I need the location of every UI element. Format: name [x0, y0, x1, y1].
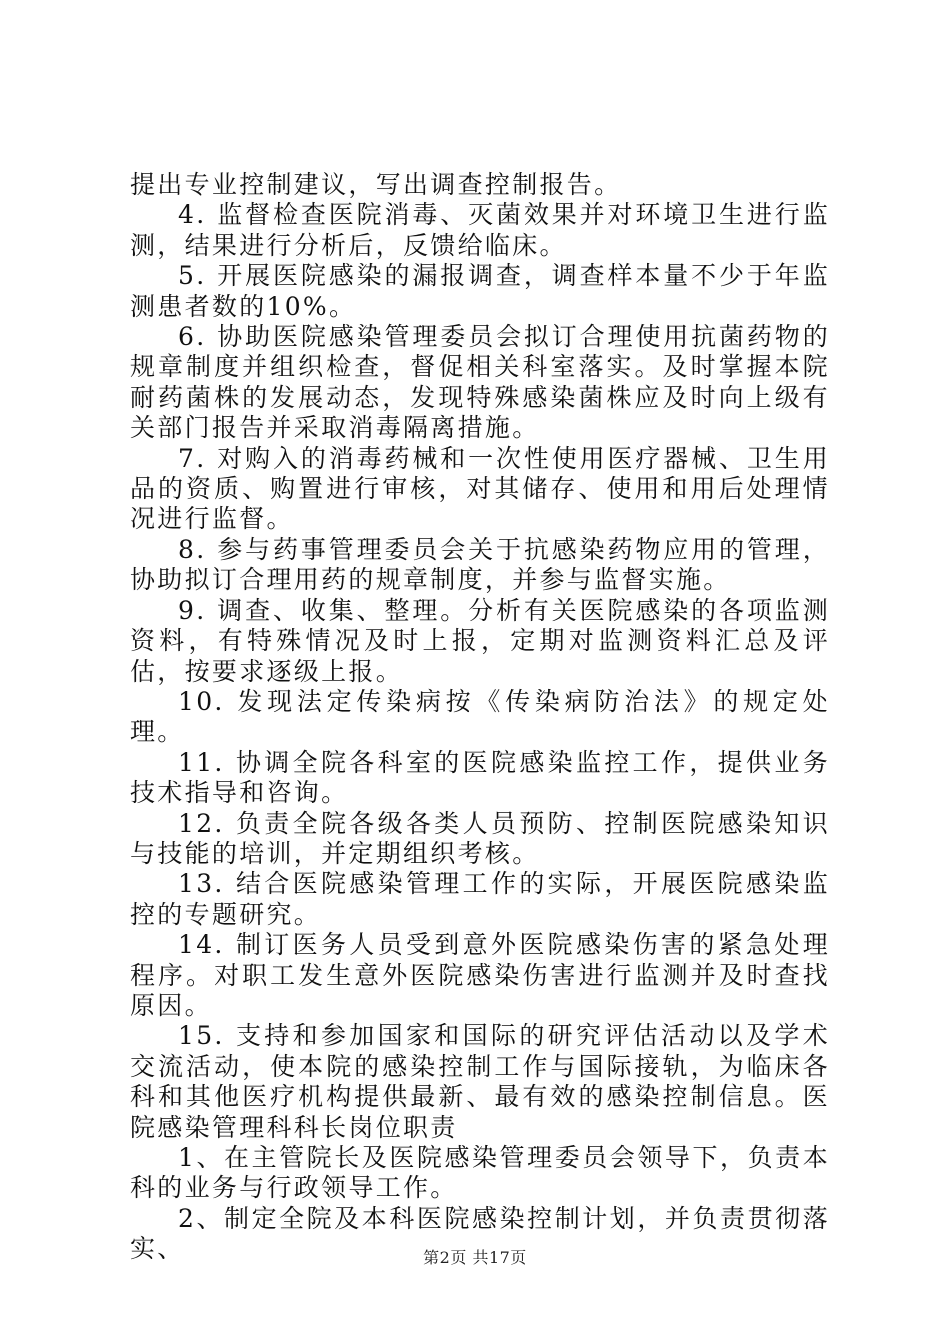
- page-footer: 第2页 共17页: [423, 1248, 527, 1267]
- paragraph: 14. 制订医务人员受到意外医院感染伤害的紧急处理程序。对职工发生意外医院感染伤害进行监测并及时查找原因。: [130, 930, 830, 1020]
- paragraph: 9. 调查、收集、整理。分析有关医院感染的各项监测资料，有特殊情况及时上报，定期对监测资料汇总及评估，按要求逐级上报。: [130, 595, 830, 686]
- paragraph: 11. 协调全院各科室的医院感染监控工作，提供业务技术指导和咨询。: [130, 747, 830, 808]
- paragraph: 7. 对购入的消毒药械和一次性使用医疗器械、卫生用品的资质、购置进行审核，对其储存、使用和用后处理情况进行监督。: [130, 443, 830, 534]
- paragraph: 5. 开展医院感染的漏报调查，调查样本量不少于年监测患者数的10%。: [130, 261, 830, 321]
- paragraph: 6. 协助医院感染管理委员会拟订合理使用抗菌药物的规章制度并组织检查，督促相关科室落实。及时掌握本院耐药菌株的发展动态，发现特殊感染菌株应及时向上级有关部门报告并采取消毒隔离措施。: [130, 322, 830, 443]
- paragraph: 8. 参与药事管理委员会关于抗感染药物应用的管理，协助拟订合理用药的规章制度，并参与监督实施。: [130, 534, 830, 595]
- paragraph: 4. 监督检查医院消毒、灭菌效果并对环境卫生进行监测，结果进行分析后，反馈给临床。: [130, 200, 830, 260]
- paragraph: 2、制定全院及本科医院感染控制计划，并负责贯彻落实、: [130, 1203, 830, 1264]
- paragraph: 13. 结合医院感染管理工作的实际，开展医院感染监控的专题研究。: [130, 869, 830, 929]
- paragraph: 10. 发现法定传染病按《传染病防治法》的规定处理。: [130, 686, 830, 747]
- paragraph: 提出专业控制建议，写出调查控制报告。: [130, 170, 622, 199]
- paragraph: 1、在主管院长及医院感染管理委员会领导下，负责本科的业务与行政领导工作。: [130, 1143, 830, 1203]
- paragraph: 15. 支持和参加国家和国际的研究评估活动以及学术交流活动，使本院的感染控制工作与国际接轨，为临床各科和其他医疗机构提供最新、最有效的感染控制信息。医院感染管理科科长岗位职责: [130, 1021, 830, 1142]
- document-body: [130, 170, 830, 1265]
- paragraph: 12. 负责全院各级各类人员预防、控制医院感染知识与技能的培训，并定期组织考核。: [130, 808, 830, 868]
